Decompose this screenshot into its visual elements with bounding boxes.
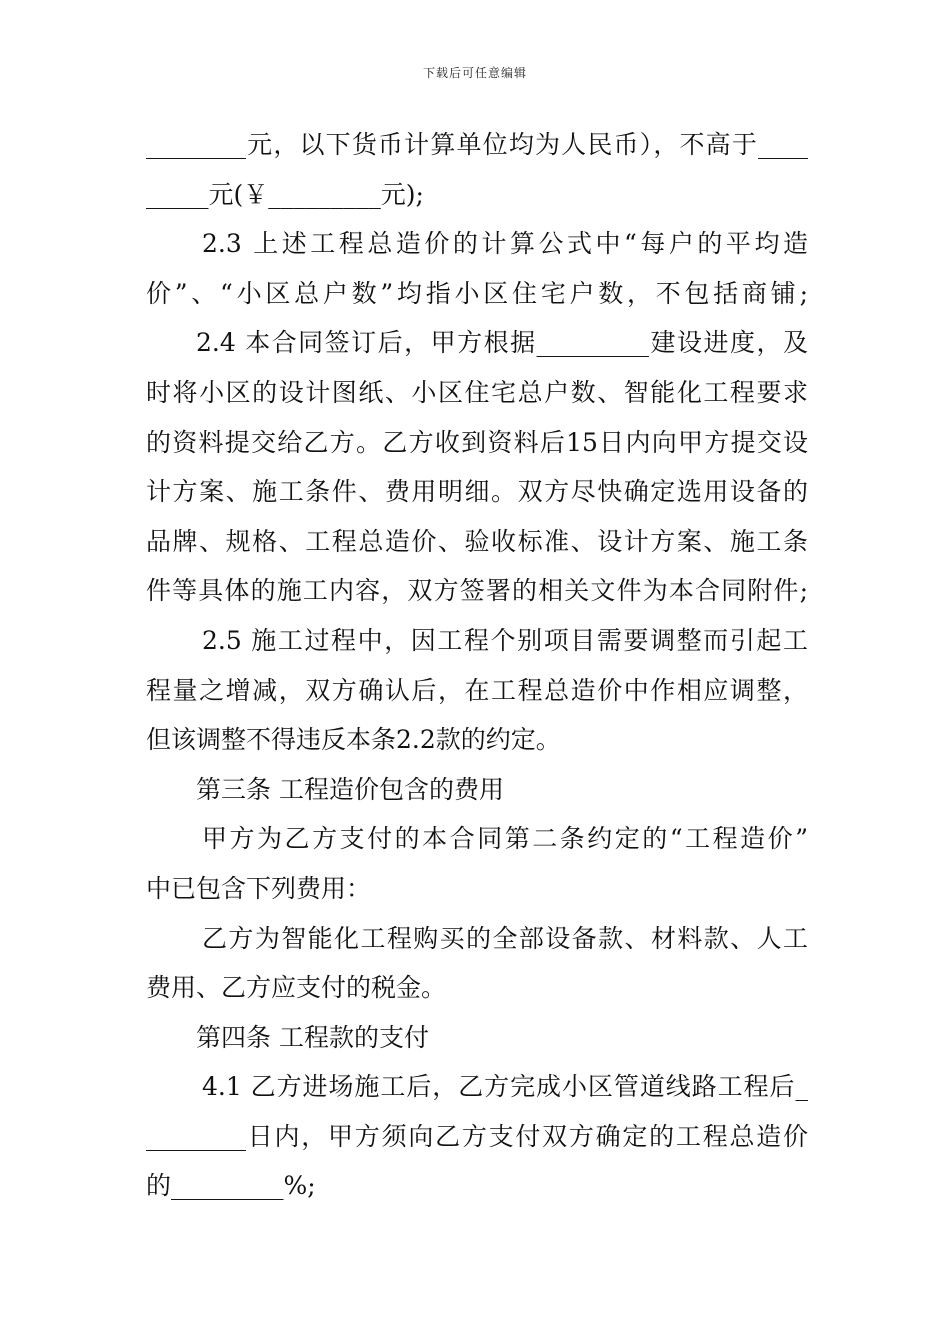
text-line: ________日内，甲方须向乙方支付双方确定的工程总造价 [146,1121,808,1151]
text-line: 中已包含下列费用： [146,873,372,903]
text-line: 费用、乙方应支付的税金。 [146,973,447,1003]
article-4-heading: 第四条 工程款的支付 [196,1022,429,1052]
clause-4-1: 4.1 乙方进场施工后，乙方完成小区管道线路工程后_ [202,1072,808,1102]
text-line: 乙方为智能化工程购买的全部设备款、材料款、人工 [202,923,808,953]
clause-2-5: 2.5 施工过程中，因工程个别项目需要调整而引起工 [202,625,808,655]
contract-body [146,120,808,1211]
page-header: 下载后可任意编辑 [422,66,527,80]
text-line: 但该调整不得违反本条2.2款的约定。 [146,725,561,755]
article-3-heading: 第三条 工程造价包含的费用 [196,774,504,804]
text-line: 价”、“小区总户数”均指小区住宅户数，不包括商铺; [146,278,808,308]
text-line: 的_________%; [146,1171,316,1201]
text-line: 程量之增减，双方确认后，在工程总造价中作相应调整， [146,675,808,705]
text-line: _____元(￥_________元); [146,179,424,209]
text-line: ________元，以下货币计算单位均为人民币），不高于____ [146,130,808,159]
text-line: 计方案、施工条件、费用明细。双方尽快确定选用设备的 [146,477,808,507]
text-line: 甲方为乙方支付的本合同第二条约定的“工程造价” [202,824,808,854]
clause-2-3: 2.3 上述工程总造价的计算公式中“每户的平均造 [202,229,808,259]
text-line: 件等具体的施工内容，双方签署的相关文件为本合同附件; [146,576,808,606]
text-line: 时将小区的设计图纸、小区住宅总户数、智能化工程要求 [146,377,808,407]
text-line: 品牌、规格、工程总造价、验收标准、设计方案、施工条 [146,526,808,556]
clause-2-4: 2.4 本合同签订后，甲方根据_________建设进度，及 [196,328,808,358]
text-line: 的资料提交给乙方。乙方收到资料后15日内向甲方提交设 [146,427,808,457]
